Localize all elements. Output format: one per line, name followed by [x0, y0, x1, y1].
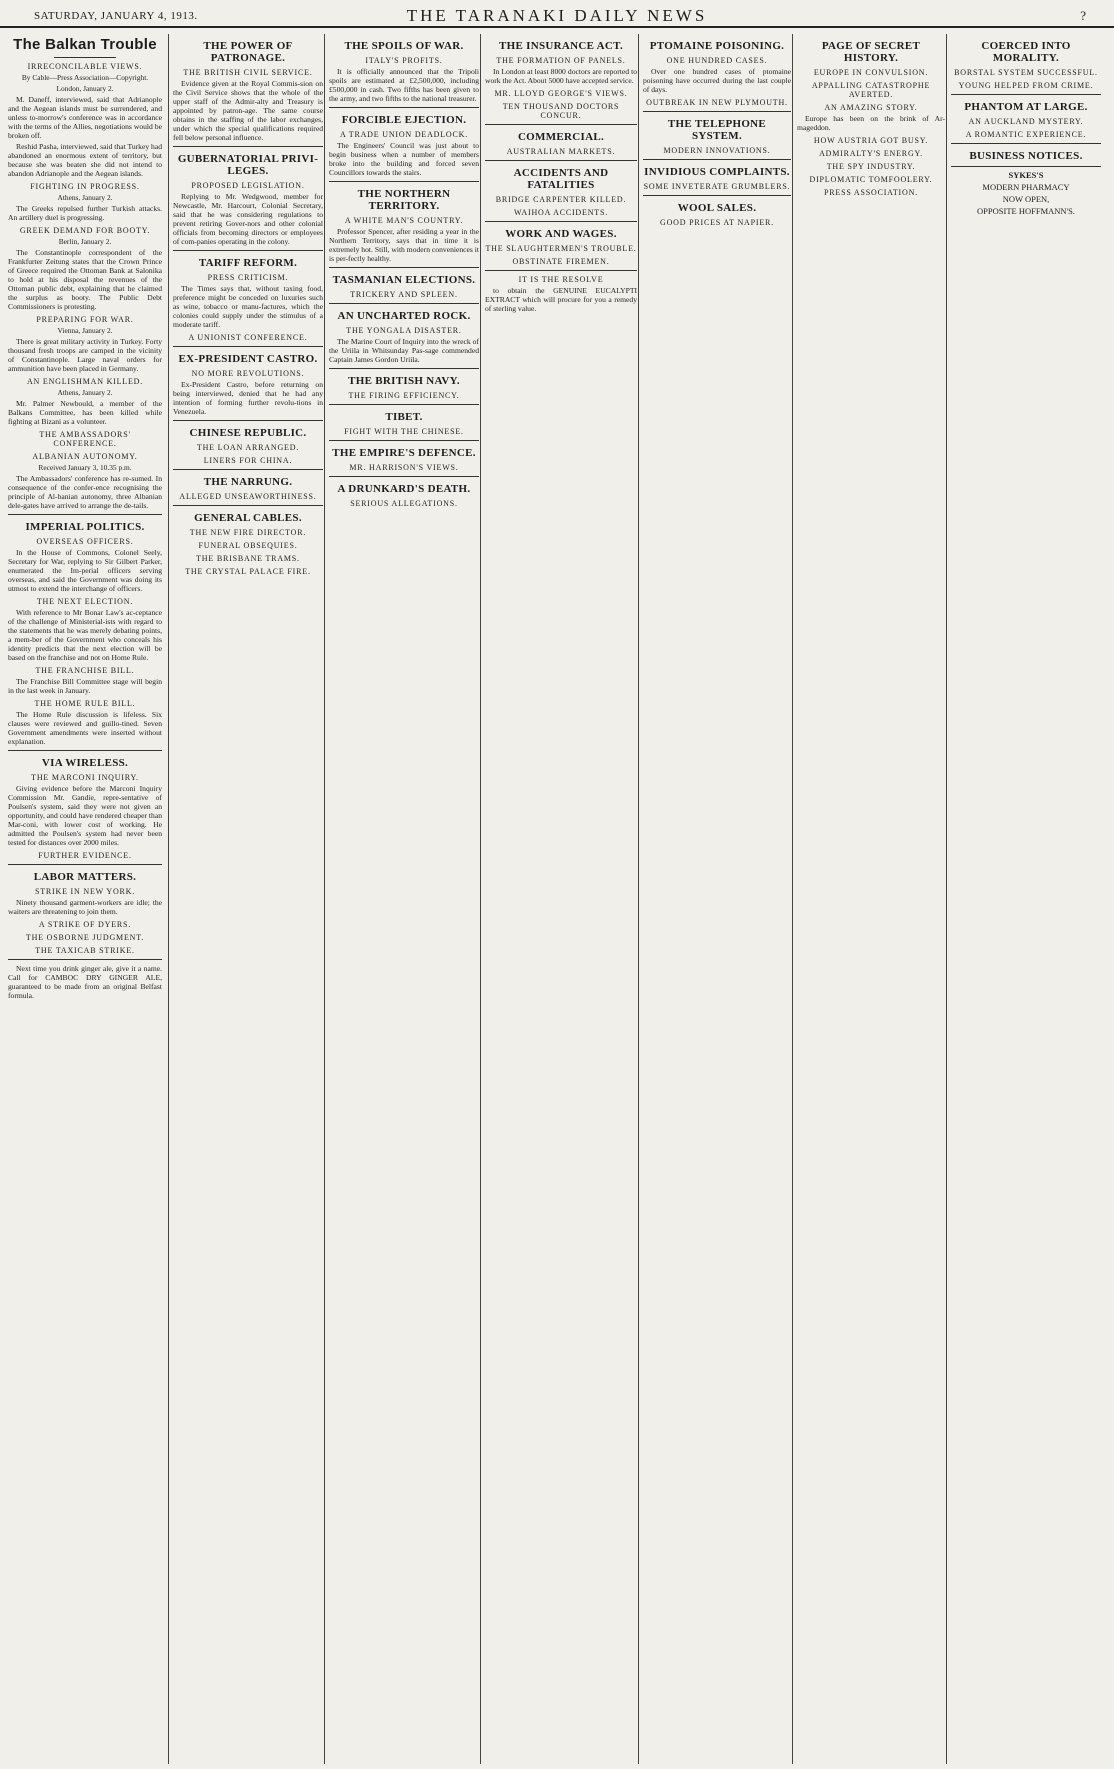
column-2 [168, 34, 327, 1764]
advertisement: Next time you drink ginger ale, give it a name. Call for CAMBOC DRY GINGER ALE, guaranteed to be made from an original Belfast formula. [8, 964, 162, 1000]
subhead: TEN THOUSAND DOCTORS CONCUR. [502, 102, 620, 120]
subhead: NO MORE REVOLUTIONS. [191, 369, 305, 378]
divider [485, 160, 637, 161]
headline: WOOL SALES. [677, 202, 757, 214]
subhead: THE CRYSTAL PALACE FIRE. [185, 567, 311, 576]
page-number: ? [1080, 8, 1086, 23]
subhead: MR. LLOYD GEORGE'S VIEWS. [494, 89, 628, 98]
subhead: THE FRANCHISE BILL. [35, 666, 135, 675]
subhead: AUSTRALIAN MARKETS. [506, 147, 616, 156]
dateline: Vienna, January 2. [57, 326, 113, 335]
divider [173, 250, 323, 251]
divider [485, 221, 637, 222]
advertisement-line: NOW OPEN, [1002, 194, 1050, 204]
advertisement-title: SYKES'S [1008, 170, 1044, 180]
subhead: TRICKERY AND SPLEEN. [350, 290, 458, 299]
paragraph: The Ambassadors' conference has re-sumed. In consequence of the confer-ence recognising the principle of Al-banian autonomy, three Albanian dele-gates have arrived to arrange the de-tails. [8, 474, 162, 510]
subhead: STRIKE IN NEW YORK. [34, 887, 136, 896]
divider [329, 368, 479, 369]
paragraph: It is officially announced that the Tripoli spoils are estimated at £2,500,000, including £500,000 in cash. Two fifths has been given to the army, and two fifths to the national treasurer. [329, 67, 479, 103]
subhead: THE HOME RULE BILL. [34, 699, 136, 708]
divider [329, 476, 479, 477]
subhead: YOUNG HELPED FROM CRIME. [958, 81, 1094, 90]
paragraph: The Marine Court of Inquiry into the wreck of the Uriila in Whitsunday Pas-sage commended Captain James Gordon Uriila. [329, 337, 479, 364]
subhead: ALLEGED UNSEAWORTHINESS. [179, 492, 317, 501]
subhead: OUTBREAK IN NEW PLYMOUTH. [646, 98, 788, 107]
divider [8, 750, 162, 751]
subhead: ADMIRALTY'S ENERGY. [819, 149, 923, 158]
subhead: THE FIRING EFFICIENCY. [348, 391, 460, 400]
subhead: HOW AUSTRIA GOT BUSY. [813, 136, 929, 145]
divider [951, 94, 1101, 95]
paragraph: The Times says that, without taxing food, preference might be conceded on luxuries such as wine, tobacco or manu-factures, which the colonies could supply under the stimulus of a moderate tariff. [173, 284, 323, 329]
dateline: Berlin, January 2. [58, 237, 112, 246]
divider [329, 181, 479, 182]
divider [951, 166, 1101, 167]
subhead: SERIOUS ALLEGATIONS. [350, 499, 458, 508]
dateline: Athens, January 2. [57, 388, 113, 397]
subhead: BRIDGE CARPENTER KILLED. [495, 195, 627, 204]
subhead: IRRECONCILABLE VIEWS. [27, 62, 143, 71]
paragraph: Professor Spencer, after residing a year in the Northern Territory, says that in time it is extremely hot. Still, with modern conveniences it is per-fectly healthy. [329, 227, 479, 263]
divider [329, 107, 479, 108]
headline: PHANTOM AT LARGE. [964, 101, 1088, 113]
headline: THE NORTHERN TERRITORY. [357, 188, 451, 212]
subhead: MR. HARRISON'S VIEWS. [349, 463, 459, 472]
issue-date: SATURDAY, JANUARY 4, 1913. [34, 10, 198, 22]
paragraph: Ex-President Castro, before returning on being interviewed, denied that he had any intention of forming further revolu-tions in Venezuela. [173, 380, 323, 416]
masthead [0, 0, 1114, 28]
headline-imperial-politics: IMPERIAL POLITICS. [25, 521, 145, 533]
headline: PAGE OF SECRET HISTORY. [821, 40, 921, 64]
newspaper-columns [8, 34, 1108, 1764]
paragraph: Giving evidence before the Marconi Inquiry Commission Mr. Gandie, repre-sentative of Poulsen's system, said they were not given an opportunity, and could have rendered cheaper than Mar-coni, with lower cost of working. He admitted the Poulsen's system had never been tested for distances over 2000 miles. [8, 784, 162, 847]
subhead: A TRADE UNION DEADLOCK. [339, 130, 469, 139]
divider [173, 346, 323, 347]
subhead: IT IS THE RESOLVE [518, 275, 604, 284]
subhead: AN AUCKLAND MYSTERY. [968, 117, 1084, 126]
divider [8, 514, 162, 515]
column-5 [638, 34, 795, 1764]
headline: THE TELEPHONE SYSTEM. [667, 118, 767, 142]
headline: PTOMAINE POISONING. [649, 40, 785, 52]
paragraph: There is great military activity in Turkey. Forty thousand fresh troops are camped in the vicinity of Constantinople. Large naval orders for ammunition have been placed in Germany. [8, 337, 162, 373]
newspaper-title: THE TARANAKI DAILY NEWS [406, 6, 708, 25]
headline: TIBET. [385, 411, 423, 423]
headline-via-wireless: VIA WIRELESS. [41, 757, 129, 769]
headline: THE SPOILS OF WAR. [344, 40, 464, 52]
subhead: OBSTINATE FIREMEN. [512, 257, 610, 266]
subhead: FURTHER EVIDENCE. [38, 851, 132, 860]
subhead: THE MARCONI INQUIRY. [31, 773, 139, 782]
subhead: APPALLING CATASTROPHE AVERTED. [811, 81, 931, 99]
divider [173, 469, 323, 470]
subhead: EUROPE IN CONVULSION. [813, 68, 929, 77]
subhead: THE SLAUGHTERMEN'S TROUBLE. [485, 244, 637, 253]
subhead: THE NEW FIRE DIRECTOR. [189, 528, 307, 537]
headline: ACCIDENTS AND FATALITIES [513, 167, 609, 191]
headline: BUSINESS NOTICES. [969, 150, 1083, 162]
column-1 [8, 34, 166, 1764]
subhead: WAIHOA ACCIDENTS. [513, 208, 609, 217]
headline: COERCED INTO MORALITY. [981, 40, 1071, 64]
paragraph: to obtain the GENUINE EUCALYPTI EXTRACT which will procure for you a remedy of sterling value. [485, 286, 637, 313]
divider [329, 303, 479, 304]
headline: THE BRITISH NAVY. [348, 375, 460, 387]
divider [8, 959, 162, 960]
dateline: Athens, January 2. [57, 193, 113, 202]
subhead: LINERS FOR CHINA. [203, 456, 293, 465]
paragraph: Mr. Palmer Newbould, a member of the Balkans Committee, has been killed while fighting at Bizani as a volunteer. [8, 399, 162, 426]
subhead: THE NEXT ELECTION. [36, 597, 134, 606]
headline: GUBERNATORIAL PRIVI-LEGES. [177, 153, 319, 177]
headline: TASMANIAN ELECTIONS. [332, 274, 476, 286]
subhead: PRESS CRITICISM. [207, 273, 289, 282]
dateline: Received January 3, 10.35 p.m. [38, 463, 132, 472]
paragraph: M. Daneff, interviewed, said that Adrianople and the Aegean islands must be surrendered, and unless to-morrow's conference was in accordance with the terms of the Allies, negotiations would be broken off. [8, 95, 162, 140]
subhead: ITALY'S PROFITS. [365, 56, 443, 65]
paragraph: Ninety thousand garment-workers are idle; the waiters are threatening to join them. [8, 898, 162, 916]
subhead: THE SPY INDUSTRY. [826, 162, 916, 171]
advertisement-line: OPPOSITE HOFFMANN'S. [977, 206, 1075, 216]
subhead: A WHITE MAN'S COUNTRY. [344, 216, 464, 225]
headline: THE INSURANCE ACT. [498, 40, 624, 52]
subhead: PROPOSED LEGISLATION. [191, 181, 305, 190]
divider [173, 420, 323, 421]
column-4 [480, 34, 641, 1764]
paragraph: The Franchise Bill Committee stage will begin in the last week in January. [8, 677, 162, 695]
paragraph: Over one hundred cases of ptomaine poisoning have occurred during the last couple of days. [643, 67, 791, 94]
headline: A DRUNKARD'S DEATH. [337, 483, 471, 495]
divider [8, 864, 162, 865]
paragraph: Evidence given at the Royal Commis-sion on the Civil Service shows that the whole of the upper staff of the Admir-alty and Treasury is appointed by patron-age. The same course obtains in the staffing of the labor exchanges, under which the special qualifications required fell below personal influence. [173, 79, 323, 142]
divider [173, 505, 323, 506]
subhead: A UNIONIST CONFERENCE. [188, 333, 308, 342]
subhead: THE AMBASSADORS' CONFERENCE. [39, 430, 131, 448]
subhead: THE YONGALA DISASTER. [346, 326, 462, 335]
paragraph: The Engineers' Council was just about to begin business when a number of members broke into the building and forced seven Councillors towards the stairs. [329, 141, 479, 177]
paragraph: Reshid Pasha, interviewed, said that Turkey had abandoned an enormous extent of territory, but because she was beaten she did not intend to abandon Adrianople and the Aegean islands. [8, 142, 162, 178]
subhead: THE BRITISH CIVIL SERVICE. [183, 68, 313, 77]
subhead: FIGHTING IN PROGRESS. [30, 182, 140, 191]
headline: WORK AND WAGES. [505, 228, 617, 240]
subhead: SOME INVETERATE GRUMBLERS. [643, 182, 791, 191]
subhead: OVERSEAS OFFICERS. [36, 537, 134, 546]
column-3 [324, 34, 483, 1764]
headline: INVIDIOUS COMPLAINTS. [644, 166, 790, 178]
paragraph: With reference to Mr Bonar Law's ac-ceptance of the challenge of Ministerial-ists with regard to the statements that he was merely debating points, a mem-ber of the Government who conceals his identity predicts that the next election will be based on the franchise and not on Home Rule. [8, 608, 162, 662]
subhead: AN ENGLISHMAN KILLED. [26, 377, 144, 386]
subhead: DIPLOMATIC TOMFOOLERY. [809, 175, 933, 184]
subhead: THE OSBORNE JUDGMENT. [25, 933, 145, 942]
subhead: ALBANIAN AUTONOMY. [32, 452, 138, 461]
paragraph: The Greeks repulsed further Turkish attacks. An artillery duel is progressing. [8, 204, 162, 222]
column-6 [792, 34, 949, 1764]
paragraph: The Constantinople correspondent of the Frankfurter Zeitung states that the Crown Prince of Greece required the Ottoman Bank at Salonika to hold at his disposal the revenues of the Ottoman public debt, explaining that he claimed the surplus as booty. The Public Debt Commissioners is protesting. [8, 248, 162, 311]
paragraph: Europe has been on the brink of Ar-mageddon. [797, 114, 945, 132]
headline: AN UNCHARTED ROCK. [337, 310, 471, 322]
paragraph: Replying to Mr. Wedgwood, member for Newcastle, Mr. Harcourt, Colonial Secretary, said that he was considering regulations to prevent retiring Gover-nors and other colonial officials from becoming directors or employees of com-panies operating in the colony. [173, 192, 323, 246]
headline-labor-matters: LABOR MATTERS. [33, 871, 137, 883]
subhead: GOOD PRICES AT NAPIER. [660, 218, 774, 227]
subhead: THE FORMATION OF PANELS. [496, 56, 626, 65]
paragraph: In London at least 8000 doctors are reported to work the Act. About 5000 have accepted service. [485, 67, 637, 85]
subhead: FIGHT WITH THE CHINESE. [344, 427, 464, 436]
dateline: London, January 2. [56, 84, 114, 93]
paragraph: The Home Rule discussion is lifeless. Six clauses were reviewed and guillo-tined. Seven Government amendments were inserted without explanation. [8, 710, 162, 746]
headline: THE POWER OF PATRONAGE. [203, 40, 293, 64]
subhead: GREEK DEMAND FOR BOOTY. [19, 226, 151, 235]
subhead: THE BRISBANE TRAMS. [196, 554, 300, 563]
divider [485, 124, 637, 125]
divider [54, 57, 116, 58]
byline: By Cable—Press Association—Copyright. [21, 73, 149, 82]
headline: TARIFF REFORM. [198, 257, 298, 269]
subhead: PRESS ASSOCIATION. [824, 188, 918, 197]
advertisement-line: MODERN PHARMACY [982, 182, 1070, 192]
subhead: A STRIKE OF DYERS. [38, 920, 132, 929]
divider [173, 146, 323, 147]
headline: COMMERCIAL. [517, 131, 605, 143]
divider [643, 159, 791, 160]
paragraph: In the House of Commons, Colonel Seely, Secretary for War, replying to Sir Gilbert Parker, enumerated the Im-perial officers serving overseas, and said the Government was doing its utmost to extend the interchange of officers. [8, 548, 162, 593]
headline: GENERAL CABLES. [194, 512, 302, 524]
subhead: PREPARING FOR WAR. [36, 315, 134, 324]
subhead: FUNERAL OBSEQUIES. [198, 541, 298, 550]
headline: CHINESE REPUBLIC. [189, 427, 307, 439]
divider [329, 440, 479, 441]
subhead: MODERN INNOVATIONS. [663, 146, 771, 155]
subhead: ONE HUNDRED CASES. [666, 56, 768, 65]
divider [643, 111, 791, 112]
divider [329, 267, 479, 268]
headline: EX-PRESIDENT CASTRO. [178, 353, 318, 365]
divider [329, 404, 479, 405]
subhead: A ROMANTIC EXPERIENCE. [965, 130, 1087, 139]
divider [643, 195, 791, 196]
subhead: BORSTAL SYSTEM SUCCESSFUL. [954, 68, 1098, 77]
headline: FORCIBLE EJECTION. [341, 114, 467, 126]
headline-balkan-trouble: The Balkan Trouble [13, 36, 157, 53]
subhead: AN AMAZING STORY. [824, 103, 918, 112]
divider [951, 143, 1101, 144]
subhead: THE TAXICAB STRIKE. [35, 946, 135, 955]
headline: THE EMPIRE'S DEFENCE. [332, 447, 476, 459]
divider [485, 270, 637, 271]
column-7 [946, 34, 1105, 1764]
headline: THE NARRUNG. [203, 476, 293, 488]
subhead: THE LOAN ARRANGED. [196, 443, 300, 452]
